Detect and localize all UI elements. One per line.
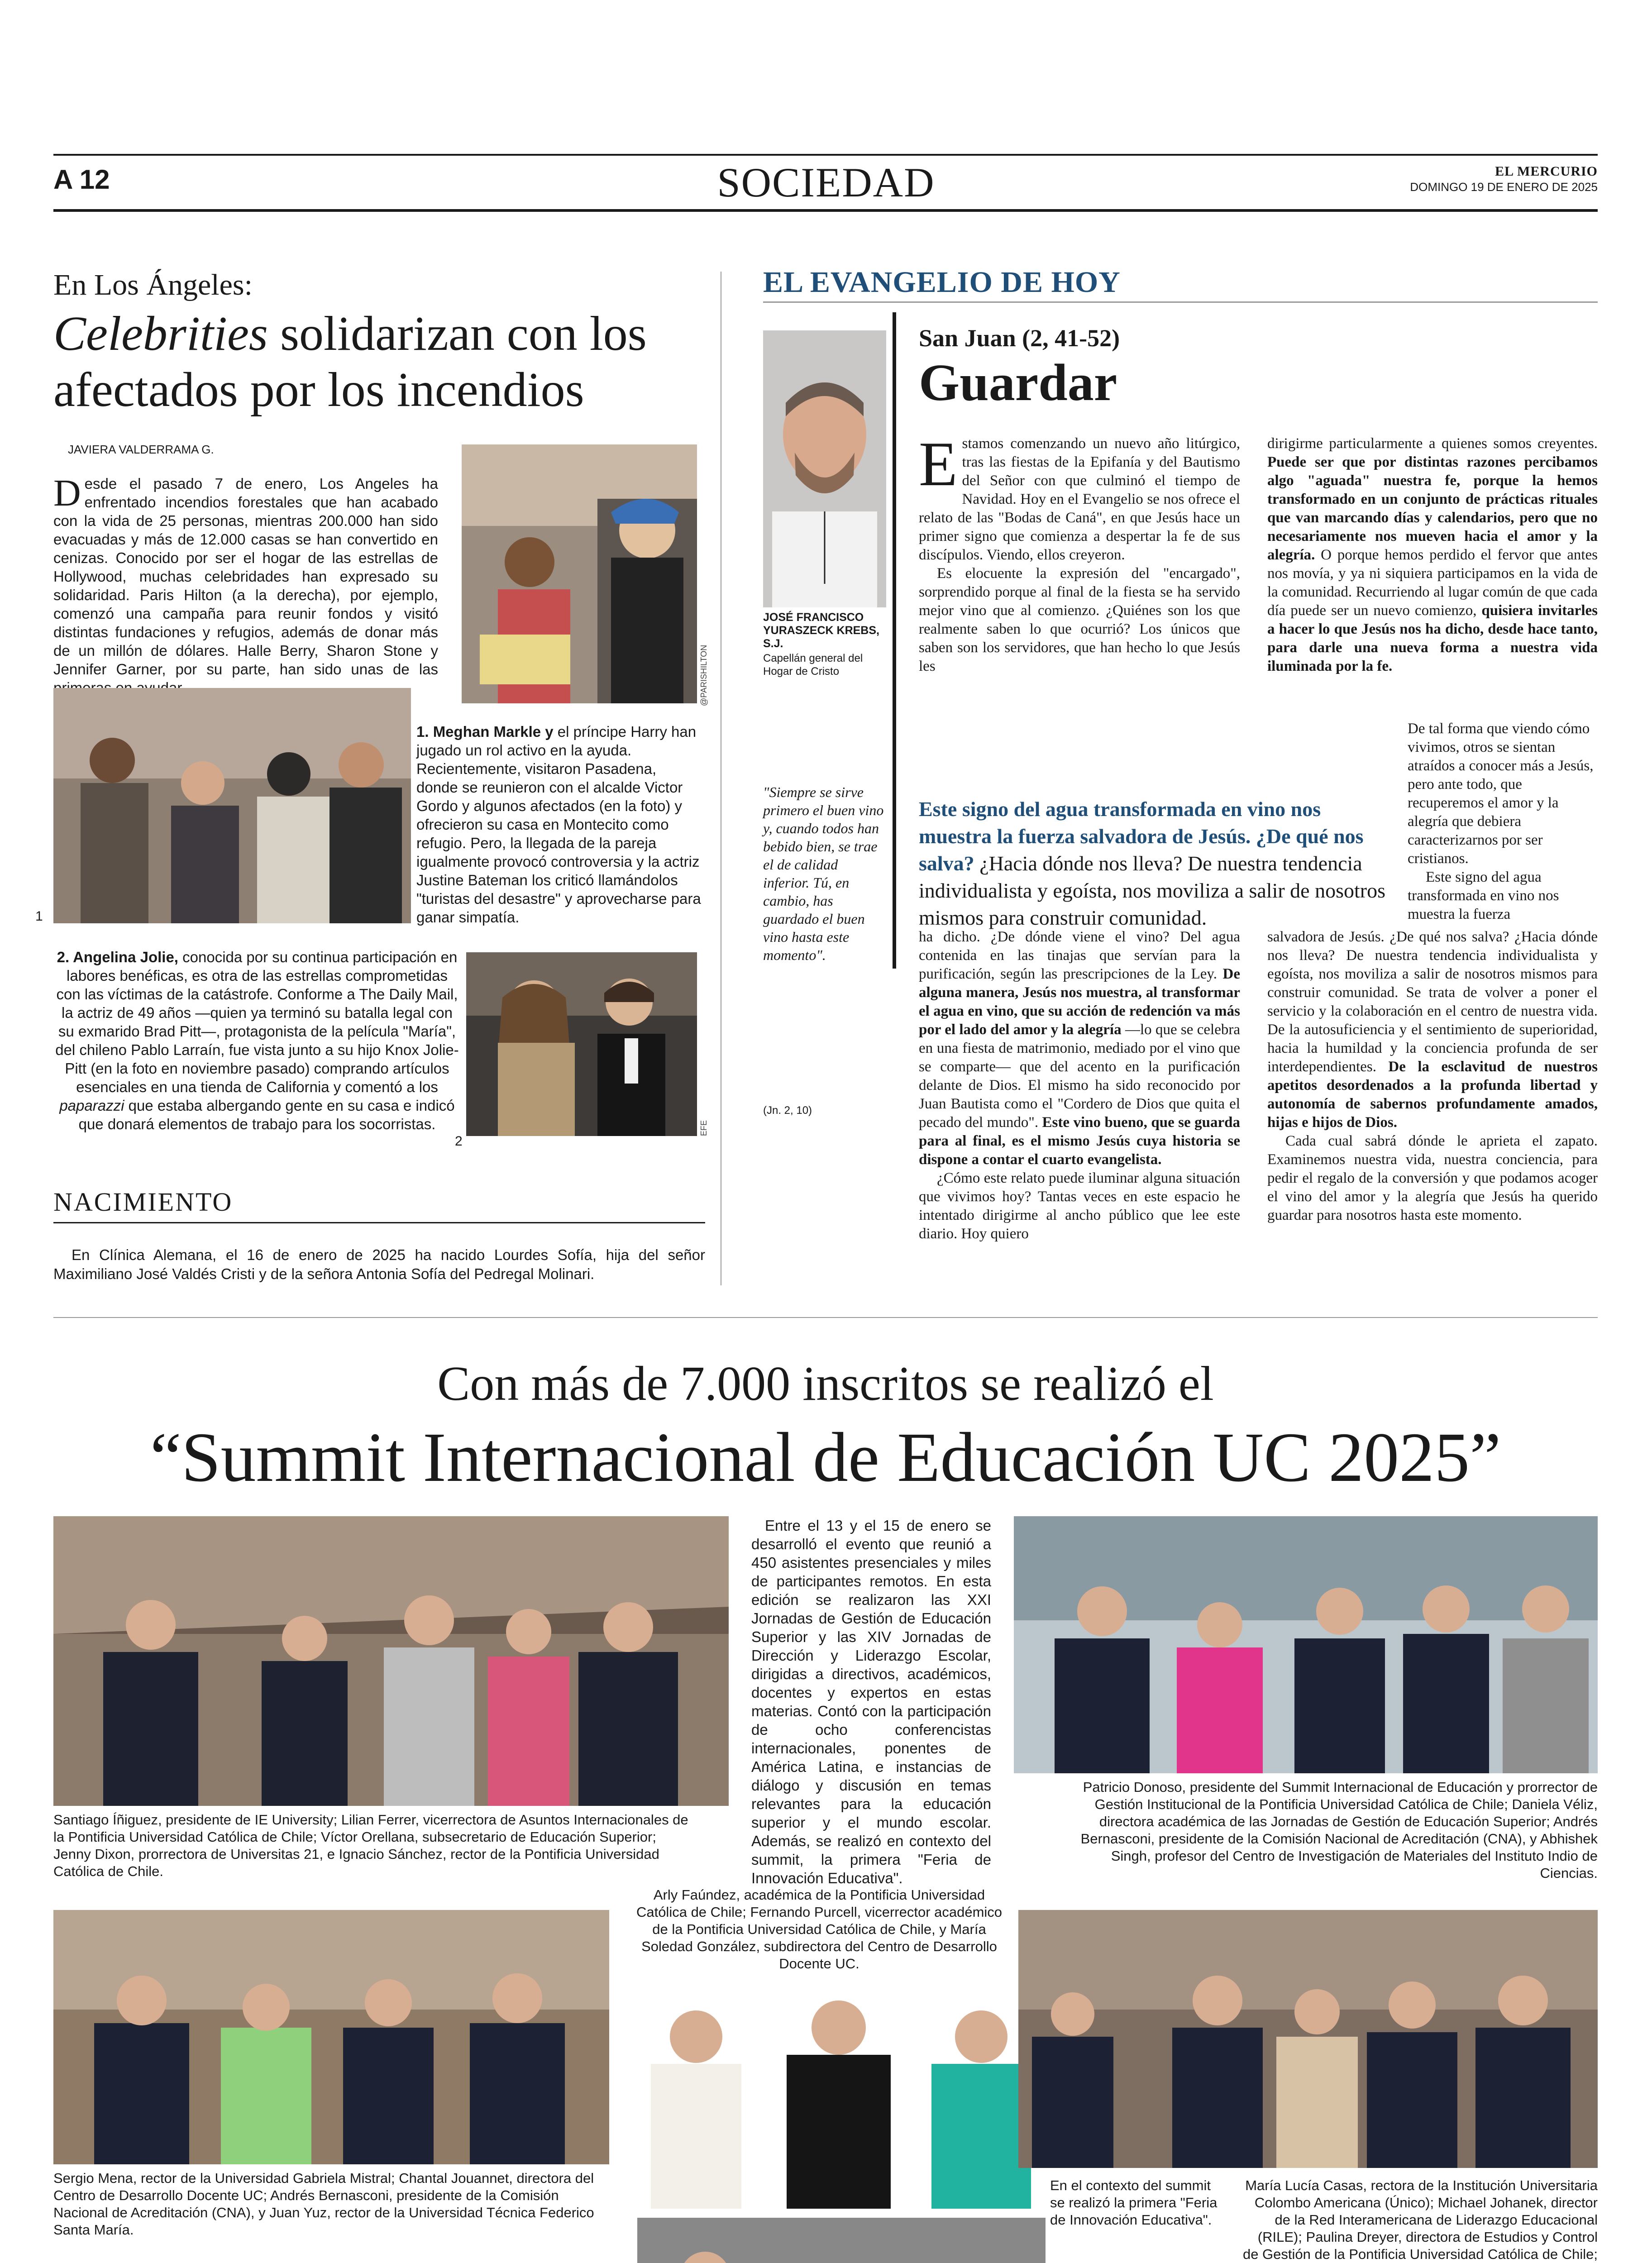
- summit-caption-3: Arly Faúndez, académica de la Pontificia Universidad Católica de Chile; Fernando Purcell, vicerrector académico de la Pontificia Universidad Católica de Chile, y María Soledad González, subdirectora del Centro de Desarrollo Docente UC.: [636, 1887, 1003, 1972]
- celebrities-body: Desde el pasado 7 de enero, Los Angeles ha enfrentado incendios forestales que han acabado con la vida de 25 personas, mientras 200.000 han sido evacuadas y más de 12.000 casas se han convertido en cenizas. Conocido por ser el hogar de las estrellas de Hollywood, muchas celebridades han expresado su solidaridad. Paris Hilton (a la derecha), por ejemplo, comenzó una campaña para reunir fondos y visitó distintas fundaciones y refugios, además de donar más de un millón de dólares. Halle Berry, Sharon Stone y Jennifer Garner, por su parte, han sido unas de las: [53, 472, 438, 678]
- meghan-markle-photo: [53, 688, 411, 923]
- photo-number-1: 1: [35, 909, 43, 924]
- gospel-highlight: Este signo del agua transformada en vino nos muestra la fuerza salvadora de Jesús. ¿De qué nos salva? ¿Hacia dónde nos lleva? De nuestra tendencia individualista y egoísta, nos moviliza a salir de nosotros mismos para construir comunidad.: [919, 797, 1386, 929]
- summit-caption-5: En el contexto del summit se realizó la primera "Feria de Innovación Educativa".: [1050, 2177, 1218, 2228]
- evangelio-vertical-bar: [893, 312, 896, 969]
- dropcap: D: [53, 472, 81, 514]
- section-divider: [53, 1317, 1598, 1318]
- summit-photo-2: [1014, 1516, 1598, 1773]
- nacimiento-text: En Clínica Alemana, el 16 de enero de 2025 ha nacido Lourdes Sofía, hija del señor Maximiliano José Valdés Cristi y de la señora Antonia Sofía del Pedregal Molinari.: [53, 1246, 705, 1282]
- author-photo: [763, 330, 886, 607]
- summit-headline: “Summit Internacional de Educación UC 2025”: [150, 1418, 1501, 1496]
- celebrities-kicker: En Los Ángeles:: [53, 268, 253, 301]
- photo-credit-efe: EFE: [699, 1120, 708, 1136]
- gospel-col3: ha dicho. ¿De dónde viene el vino? Del agua contenida en las tinajas que servían para la purificación, según las prescripciones de la Ley. De alguna manera, Jesús nos muestra, al transformar el agua en vino, que su acción de redención va más por el lado del amor y la alegría —lo que se celebra en una fiesta de matrimonio, mediado por el vino que se comparte— que del acento en la purificación delante de Dios. El mismo ha sido reconocido por Juan Bautista como el "Cordero de Dios que quita el pecado del mundo". Este vino bueno, que se guarda para al final, es el mismo Jesús cuya historia se dispone a contar el cuarto evangelista. ¿Cómo este relato puede iluminar alguna situación que vivimos hoy? Tantas veces en este espacio he intentado dirigirme al ancho público que lee este diario. Hoy quiero: [919, 929, 1241, 1242]
- summit-kicker: Con más de 7.000 inscritos se realizó el: [437, 1357, 1214, 1411]
- nacimiento-title: NACIMIENTO: [53, 1187, 233, 1217]
- angelina-jolie-photo: [466, 952, 697, 1136]
- gospel-col2: dirigirme particularmente a quienes somos creyentes. Puede ser que por distintas razones percibamos algo "aguada" nuestra fe, porque la hemos transformado en un conjunto de prácticas rituales que van marcando días y calendarios, pero que no necesariamente nos mueven hacia el amor y la alegría. O porque hemos perdido el fervor que antes nos movía, y ya ni siquiera participamos en la vida de la comunidad. Recurriendo al lugar común de que cada día puede ser un nuevo comienzo, quisiera invitarles a hacer lo que Jesús nos ha dicho, desde hace tanto, para darle una nueva forma a nuestra vida iluminada por la fe.: [1267, 435, 1598, 674]
- gospel-col4: salvadora de Jesús. ¿De qué nos salva? ¿Hacia dónde nos lleva? De nuestra tendencia individualista y egoísta, nos moviliza a salir de nosotros mismos para construir comunidad. Se trata de volver a poner el servicio y la colaboración en el centro de nuestra vida. De la autosuficiencia y el sentimiento de superioridad, hacia la humildad y la conciencia profunda de ser interdependientes. De la esclavitud de nuestros apetitos desordenados a la profunda libertad y autonomía de sabernos profundamente amados, hijas e hijos de Dios. Cada cual sabrá dónde le aprieta el zapato. Examinemos nuestra vida, nuestra conciencia, para pedir el regalo de la conversión y que podamos acoger el vino del amor y la alegría que Jesús ha querido guardar para nosotros hasta este momento.: [1267, 929, 1598, 1223]
- pull-quote: "Siempre se sirve primero el buen vino y, cuando todos han bebido bien, se trae el de calidad inferior. Tú, en cambio, has guardado el buen vino hasta este momento".: [763, 784, 884, 963]
- gospel-col1: Estamos comenzando un nuevo año litúrgico, tras las fiestas de la Epifanía y del Bautismo del Señor con que culminó el tiempo de Navidad. Hoy en el Evangelio se nos ofrece el relato de las "Bodas de Caná", en que Jesús hace un primer signo que comienza a despertar la fe de sus discípulos. Viendo, ellos creyeron. Es elocuente la expresión del "encargado", sorprendido porque al final de la fiesta se ha servido mejor vino que al comienzo. ¿Quiénes son los que realmente saben lo que ocurrió? Los únicos que saben son los servidores, que han hecho lo que Jesús les: [919, 429, 1240, 674]
- author-role: Capellán general del Hogar de Cristo: [763, 652, 863, 678]
- summit-photo-feria: [637, 2218, 1046, 2263]
- summit-caption-6: María Lucía Casas, rectora de la Institución Universitaria Colombo Americana (Único); Michael Johanek, director de la Red Interamericana de Liderazgo Educacional (RILE); Paulina Dreyer, directora de Estudios y Control de Gestión de la Pontificia Universidad Católica de Chile;: [1242, 2177, 1598, 2262]
- summit-photo-6: [1018, 1910, 1598, 2168]
- item2-text: 2. Angelina Jolie, conocida por su continua participación en labores benéficas, es otra de las estrellas comprometidas con las víctimas de la catástrofe. Conforme a The Daily Mail, la actriz de 49 años —quien ya terminó su batalla legal con su exmarido Brad Pitt—, protagonista de la película "María", del chileno Pablo Larraín, fue vista junto a su hijo Knox Jolie-Pitt (en la foto en noviembre pasado) comprando artículos esenciales en una tienda de California y comentó a los paparazzi que estaba albergando gente en su casa e indicó que donará elementos de trabajo para los socorristas.: [55, 949, 459, 1132]
- summit-photo-1: [53, 1516, 729, 1806]
- header-top-rule: [53, 154, 1598, 156]
- gospel-reference: San Juan (2, 41-52): [919, 325, 1120, 352]
- summit-caption-4: Sergio Mena, rector de la Universidad Gabriela Mistral; Chantal Jouannet, directora del Centro de Desarrollo Docente UC; Andrés Bernasconi, presidente de la Comisión Nacional de Acreditación (CNA), y Juan Yuz, rector de la Universidad Técnica Federico Santa María.: [53, 2170, 594, 2238]
- section-title: SOCIEDAD: [717, 159, 935, 205]
- gospel-title: Guardar: [919, 354, 1117, 412]
- author-name: JOSÉ FRANCISCO YURASZECK KREBS, S.J.: [763, 611, 879, 650]
- photo-credit-paris: @PARISHILTON: [699, 645, 708, 706]
- header-bottom-rule: [53, 209, 1598, 212]
- paris-hilton-photo: [462, 444, 697, 703]
- summit-photo-3: [637, 1973, 1046, 2209]
- summit-caption-2: Patricio Donoso, presidente del Summit Internacional de Educación y prorrector de Gestión Institucional de la Pontificia Universidad Católica de Chile; Daniela Véliz, directora académica de las Jornadas de Gestión de Educación Superior; Andrés Bernasconi, presidente de la Comisión Nacional de Acreditación (CNA), y Abhishek Singh, profesor del Centro de Investigación de Materiales del Instituto Indio de Ciencias.: [1080, 1779, 1598, 1881]
- photo-number-2: 2: [455, 1134, 463, 1149]
- summit-caption-1: Santiago Íñiguez, presidente de IE University; Lilian Ferrer, vicerrectora de Asuntos Internacionales de la Pontificia Universidad Católica de Chile; Víctor Orellana, subsecretario de Educación Superior; Jenny Dixon, prorrectora de Universitas 21, e Ignacio Sánchez, rector de la Pontificia Universidad Católica de Chile.: [53, 1812, 688, 1879]
- pull-quote-ref: (Jn. 2, 10): [763, 1104, 812, 1117]
- paper-name: EL MERCURIO: [1495, 164, 1598, 179]
- gospel-side: De tal forma que viendo cómo vivimos, otros se sientan atraídos a conocer más a Jesús, pero ante todo, que recuperemos el amor y la alegría que debiera caracterizarnos por ser cristianos. Este signo del agua transformada en vino nos muestra la fuerza: [1408, 721, 1594, 922]
- summit-intro: Entre el 13 y el 15 de enero se desarrolló el evento que reunió a 450 asistentes presenciales y miles de participantes remotos. En esta edición se realizaron las XXI Jornadas de Gestión de Educación Superior y las XIV Jornadas de Dirección y Liderazgo Escolar, dirigidas a directivos, académicos, docentes y expertos en estas materias. Contó con la participación de ocho conferencistas internacionales, ponentes de América Latina, e instancias de diálogo y discusión en temas relevantes para la educación superior y el mundo escolar. Además, se realizó en contexto del summit, la primera "Feria de Innovación Educativa".: [751, 1517, 991, 1886]
- page-number: A 12: [53, 164, 110, 195]
- item1-text: 1. Meghan Markle y el príncipe Harry han jugado un rol activo en la ayuda. Recientemente, visitaron Pasadena, donde se reunieron con el alcalde Victor Gordo y algunos afectados (en la foto) y ofrecieron su casa en Montecito como refugio. Pero, la llegada de la pareja igualmente provocó controversia y la actriz Justine Bateman los criticó llamándolos "turistas del desastre" y aprovecharse para ganar simpatía.: [416, 723, 701, 926]
- evangelio-section-title: EL EVANGELIO DE HOY: [763, 266, 1121, 299]
- evangelio-rule: [763, 301, 1598, 303]
- celebrities-headline: Celebrities solidarizan con los afectados por los incendios: [53, 307, 647, 417]
- summit-photo-4: [53, 1910, 609, 2164]
- paper-date: DOMINGO 19 DE ENERO DE 2025: [1410, 180, 1598, 194]
- celebrities-byline: JAVIERA VALDERRAMA G.: [68, 443, 214, 456]
- nacimiento-rule: [53, 1222, 705, 1223]
